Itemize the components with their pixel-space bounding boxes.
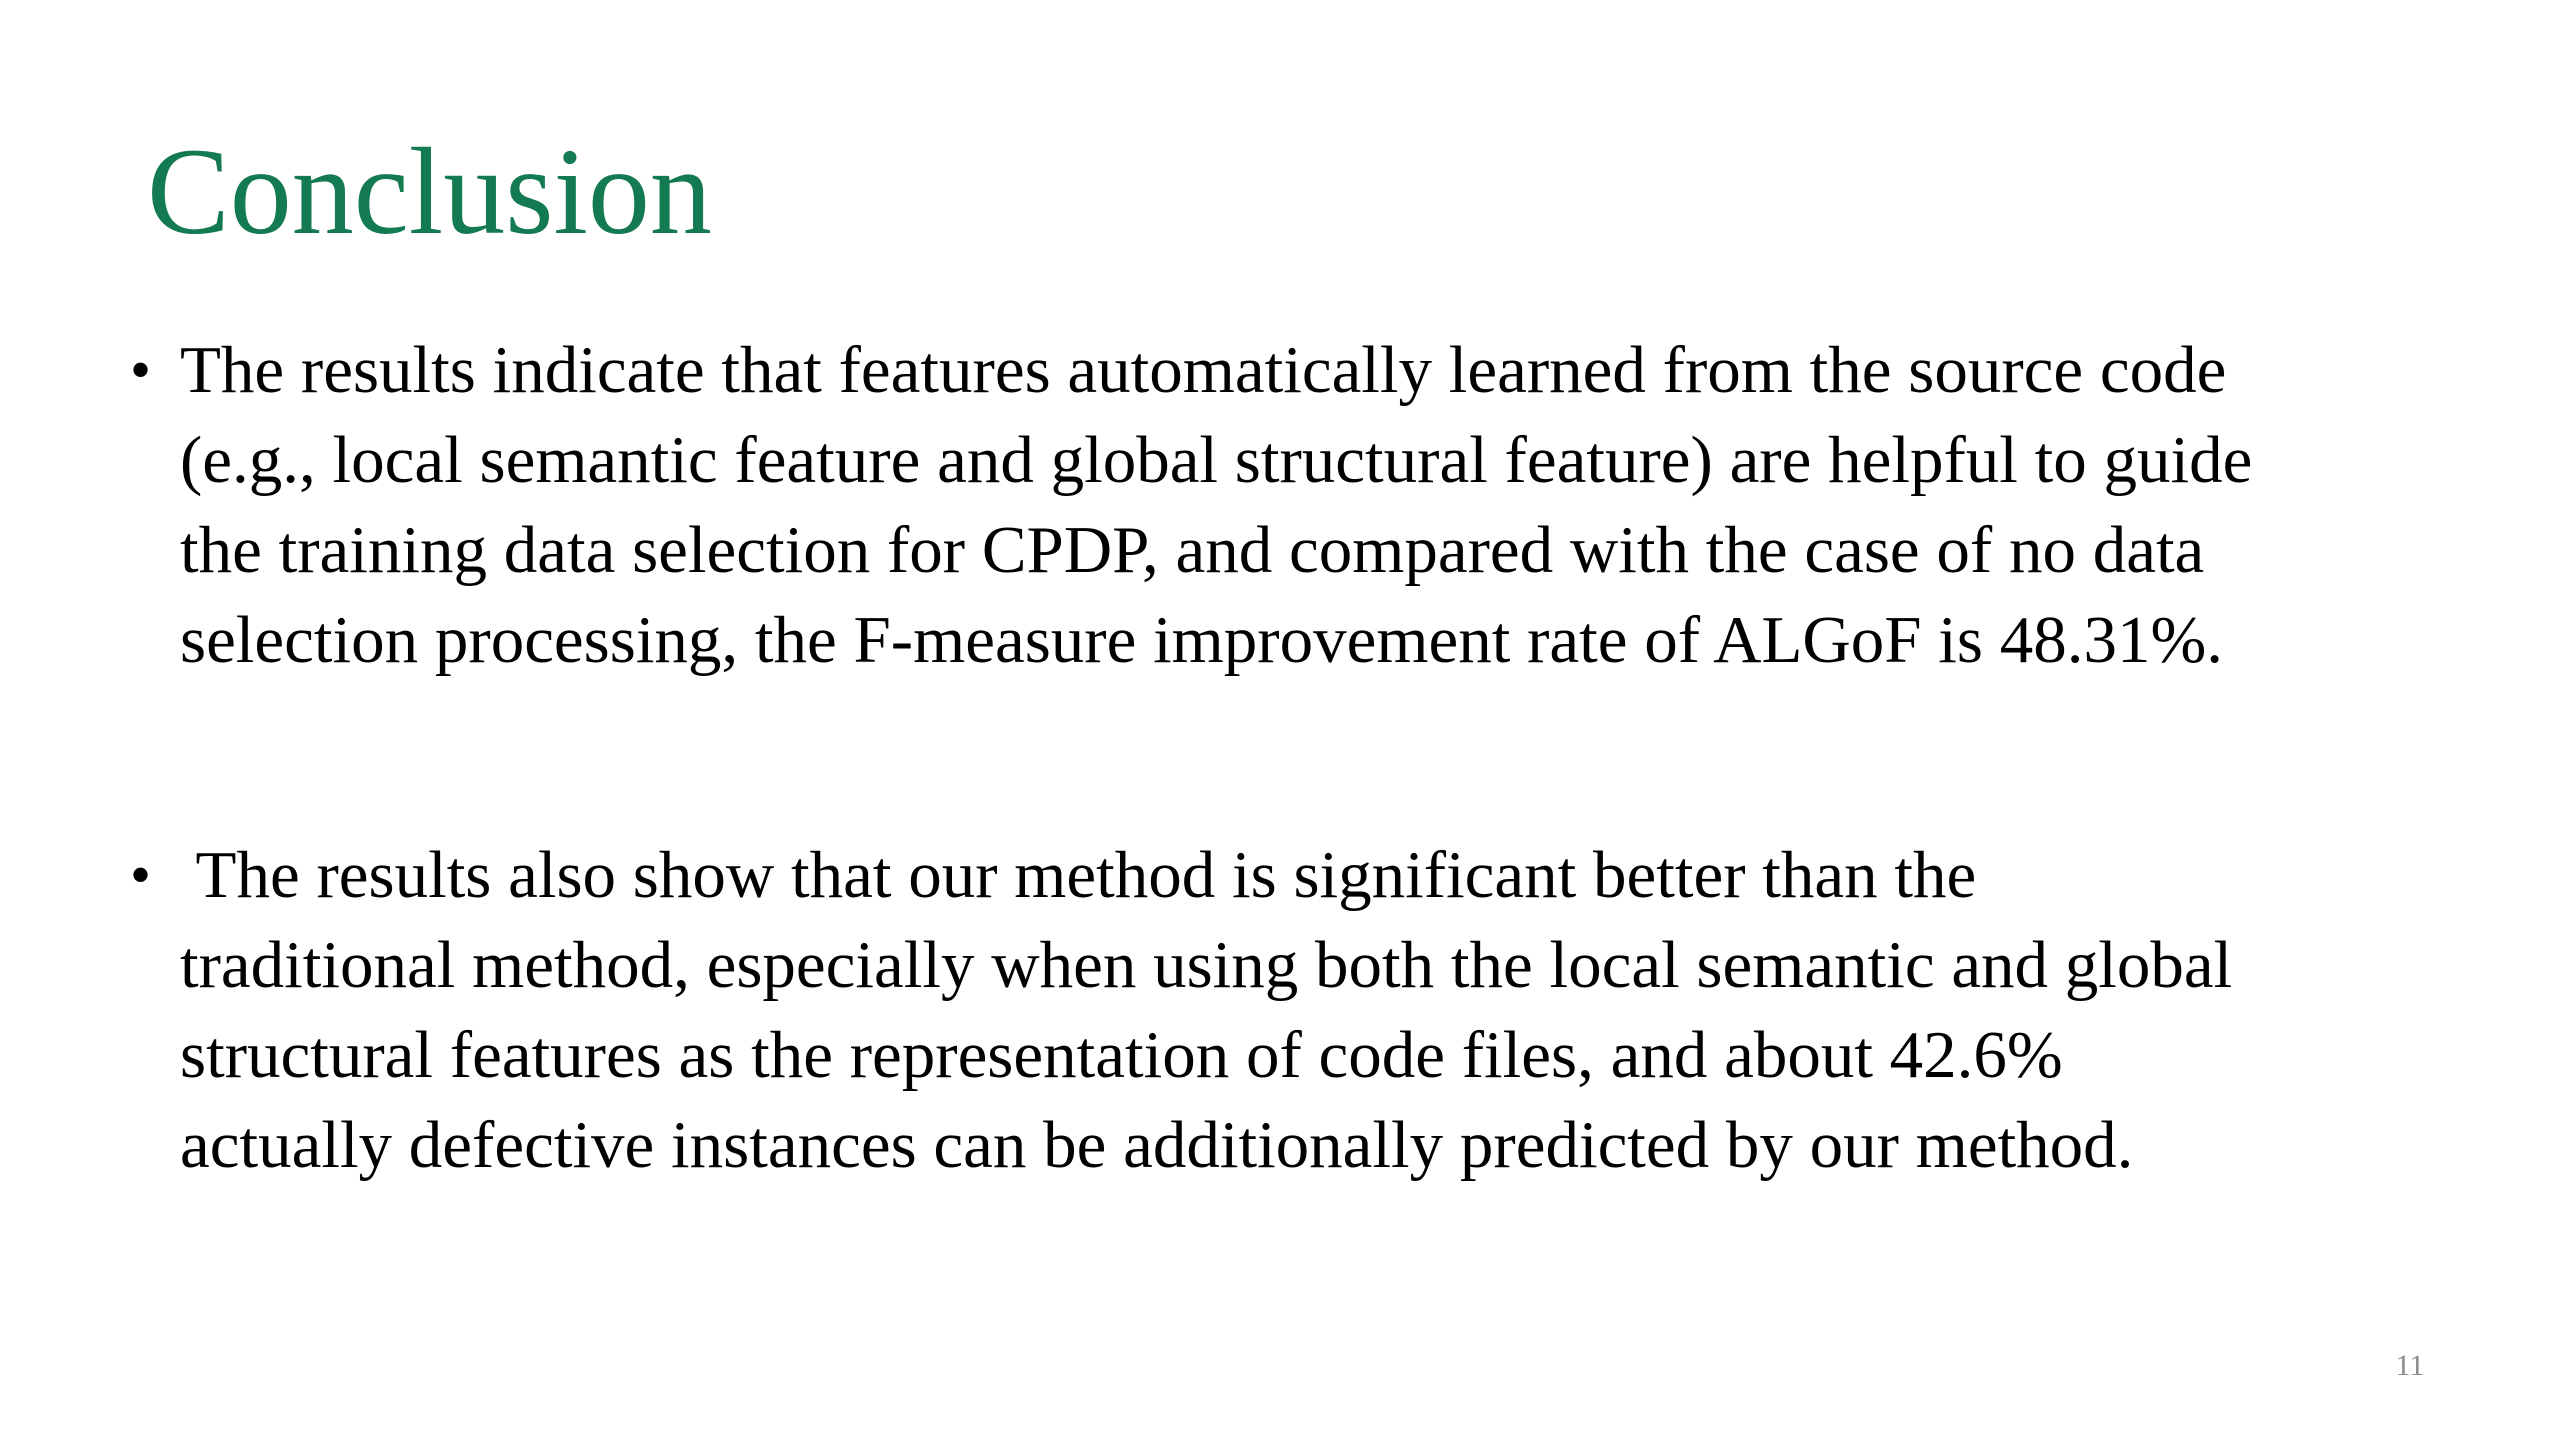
bullet-text-line: traditional method, especially when using both the local semantic and global [180, 928, 2233, 1002]
bullet-text-line: (e.g., local semantic feature and global structural feature) are helpful to guide [180, 423, 2253, 497]
bullet-marker: • [130, 337, 152, 403]
bullet-marker: • [130, 842, 152, 908]
bullet-text-line: structural features as the representation of code files, and about 42.6% [180, 1018, 2063, 1092]
bullet-text-line: selection processing, the F-measure improvement rate of ALGoF is 48.31%. [180, 603, 2224, 677]
bullet-text-line: the training data selection for CPDP, and compared with the case of no data [180, 513, 2205, 587]
bullet-text-line: actually defective instances can be additionally predicted by our method. [180, 1108, 2134, 1182]
bullet-item [130, 830, 2530, 1190]
page-number: 11 [2395, 1349, 2425, 1382]
bullet-text-line: The results also show that our method is significant better than the [180, 838, 1977, 912]
slide-title: Conclusion [147, 123, 712, 260]
bullet-list [130, 325, 2530, 1190]
bullet-item [130, 325, 2530, 685]
bullet-text-line: The results indicate that features automatically learned from the source code [180, 333, 2227, 407]
